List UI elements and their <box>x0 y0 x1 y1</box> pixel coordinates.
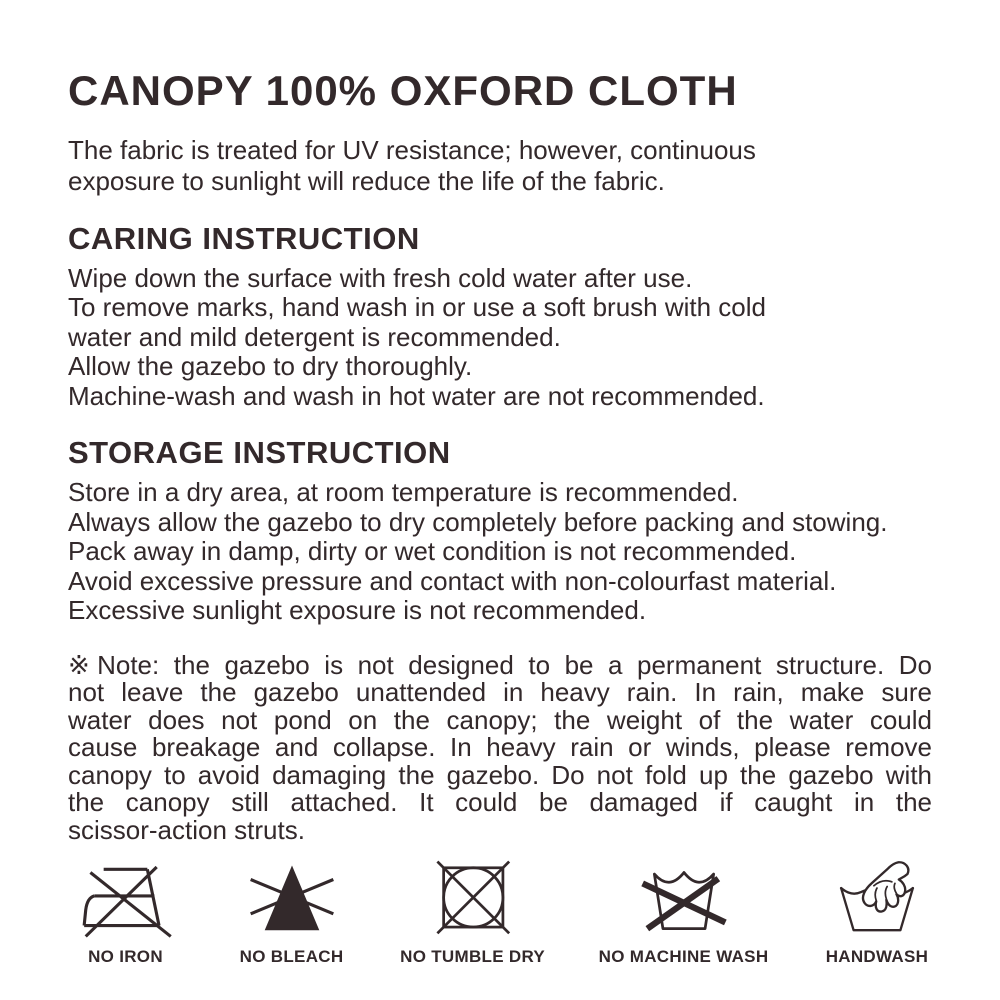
care-symbol-label: HANDWASH <box>825 947 929 967</box>
no-bleach-icon <box>237 860 347 938</box>
care-line: Wipe down the surface with fresh cold water after use. <box>68 262 693 293</box>
care-symbol-label: NO IRON <box>88 947 163 967</box>
care-symbol <box>68 860 183 967</box>
care-line: water and mild detergent is recommended. <box>68 321 561 352</box>
no-tumble-dry-icon <box>420 860 525 938</box>
care-symbols-row <box>68 860 932 967</box>
storage-line: Excessive sunlight exposure is not recommended. <box>68 595 647 626</box>
storage-heading: STORAGE INSTRUCTION <box>68 435 451 471</box>
handwash-icon <box>822 860 932 938</box>
no-machine-wash-icon <box>624 860 744 938</box>
page-title: CANOPY 100% OXFORD CLOTH <box>68 67 738 114</box>
care-symbol-label: NO BLEACH <box>239 947 344 967</box>
care-symbol-label: NO TUMBLE DRY <box>400 947 546 967</box>
note-line: ※Note: the gazebo is not designed to be a permanent structure. Do <box>68 649 932 680</box>
intro-paragraph <box>68 135 932 197</box>
storage-section <box>68 435 932 626</box>
caring-section <box>68 221 932 412</box>
note-line: cause breakage and collapse. In heavy rain or winds, please remove <box>68 732 932 763</box>
note-line: scissor-action struts. <box>68 814 305 845</box>
caring-heading: CARING INSTRUCTION <box>68 220 420 256</box>
note-line: not leave the gazebo unattended in heavy rain. In rain, make sure <box>68 677 932 708</box>
intro-line: exposure to sunlight will reduce the life of the fabric. <box>68 165 665 196</box>
care-symbol <box>599 860 769 967</box>
care-symbol-label: NO MACHINE WASH <box>598 947 769 967</box>
note-line: water does not pond on the canopy; the weight of the water could <box>68 704 932 735</box>
care-symbol <box>237 860 347 967</box>
storage-line: Always allow the gazebo to dry completely before packing and stowing. <box>68 506 888 537</box>
care-symbol <box>822 860 932 967</box>
note-line: canopy to avoid damaging the gazebo. Do not fold up the gazebo with <box>68 759 932 790</box>
note-line: the canopy still attached. It could be damaged if caught in the <box>68 787 932 818</box>
care-line: Machine-wash and wash in hot water are not recommended. <box>68 380 765 411</box>
storage-line: Pack away in damp, dirty or wet condition is not recommended. <box>68 536 797 567</box>
no-iron-icon <box>68 860 183 938</box>
storage-line: Avoid excessive pressure and contact with non-colourfast material. <box>68 565 837 596</box>
storage-line: Store in a dry area, at room temperature is recommended. <box>68 477 739 508</box>
care-line: Allow the gazebo to dry thoroughly. <box>68 351 473 382</box>
care-symbol <box>400 860 545 967</box>
note-paragraph <box>68 649 932 845</box>
intro-line: The fabric is treated for UV resistance; however, continuous <box>68 134 756 165</box>
care-line: To remove marks, hand wash in or use a soft brush with cold <box>68 292 766 323</box>
